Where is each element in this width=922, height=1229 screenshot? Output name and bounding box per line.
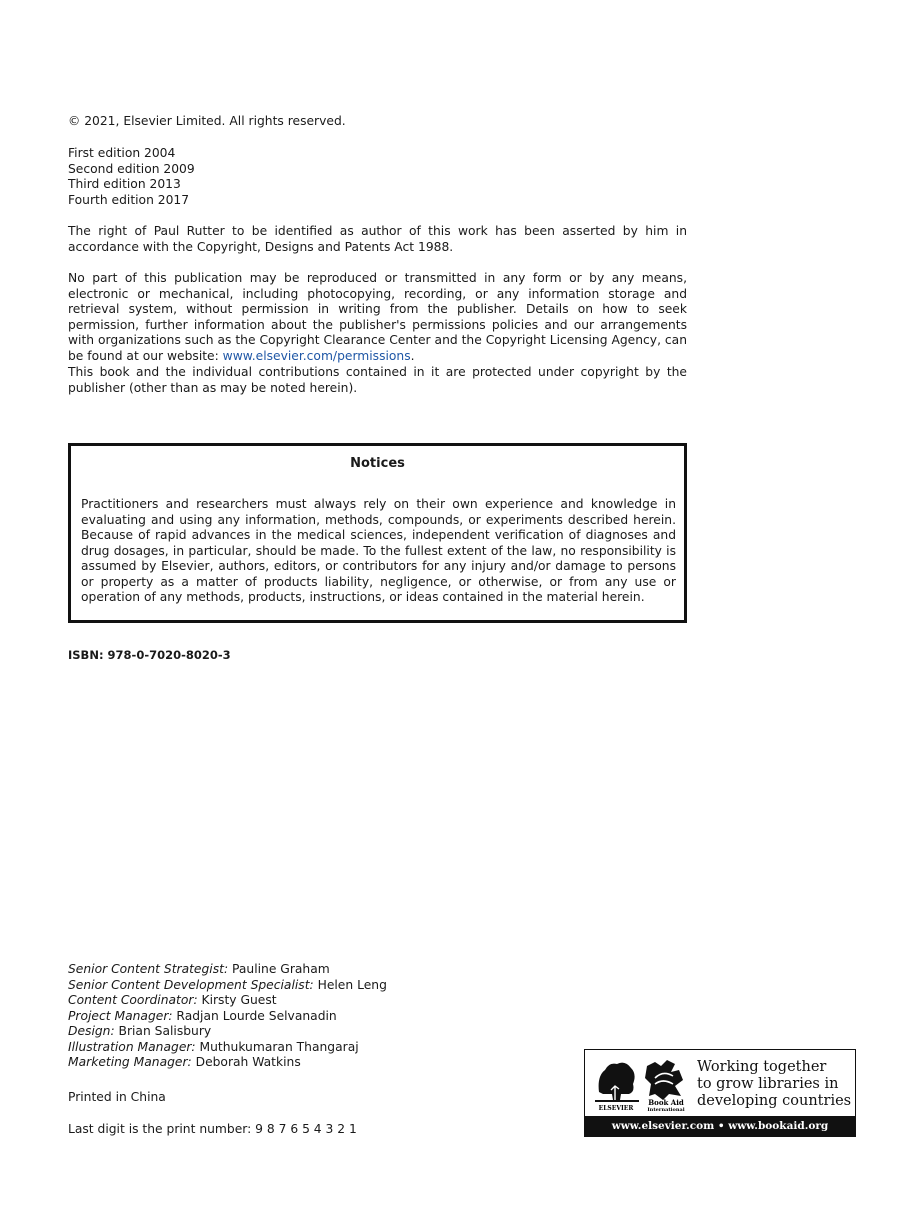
credit-role: Marketing Manager:	[68, 1055, 192, 1069]
permissions-link[interactable]: www.elsevier.com/permissions	[222, 348, 411, 363]
credit-name: Helen Leng	[313, 977, 387, 992]
credit-name: Deborah Watkins	[191, 1055, 301, 1069]
credit-name: Pauline Graham	[228, 962, 330, 976]
notices-title: Notices	[350, 456, 405, 471]
credit-name: Kirsty Guest	[197, 993, 277, 1007]
bookaid-label-2: International	[647, 1107, 685, 1112]
copyright-notice: © 2021, Elsevier Limited. All rights reserved.	[68, 114, 346, 128]
credit-role: Project Manager:	[68, 1008, 173, 1023]
permissions-end: .	[410, 348, 415, 363]
credit-line	[68, 1009, 687, 1025]
printed-in: Printed in China	[68, 1090, 166, 1104]
bookaid-label-1: Book Aid	[648, 1098, 684, 1107]
elsevier-label: ELSEVIER	[598, 1105, 634, 1112]
credit-line	[68, 978, 687, 994]
elsevier-bookaid-logos	[591, 1056, 691, 1112]
credit-line	[68, 993, 687, 1009]
edition-line: Fourth edition 2017	[68, 192, 190, 207]
edition-line: First edition 2004	[68, 146, 176, 160]
notices-body: Practitioners and researchers must always rely on their own experience and knowledge in evaluating and using any information, methods, compounds, or experiments described herein. Because of rapid advances in the medical sciences, independent verification of diagnoses and drug dosages, in particular, should be made. To the fullest extent of the law, no responsibility is assumed by Elsevier, authors, editors, or contributors for any injury and/or damage to persons or property as a matter of products liability, negligence, or otherwise, or from any use or operation of any methods, products, instructions, or ideas contained in the material herein.	[81, 497, 676, 604]
edition-line: Third edition 2013	[68, 177, 181, 191]
credit-name: Muthukumaran Thangaraj	[195, 1039, 359, 1054]
credit-line	[68, 1024, 687, 1040]
edition-history	[68, 146, 687, 208]
credit-role: Senior Content Strategist:	[68, 962, 229, 976]
isbn: ISBN: 978-0-7020-8020-3	[68, 648, 231, 662]
tagline-line: developing countries	[697, 1093, 852, 1109]
notices-box	[68, 443, 687, 623]
credit-line	[68, 962, 687, 978]
book-aid-urls: www.elsevier.com • www.bookaid.org	[585, 1116, 855, 1136]
credit-role: Senior Content Development Specialist:	[68, 977, 314, 992]
edition-line: Second edition 2009	[68, 161, 195, 176]
tagline-line: Working together	[697, 1059, 827, 1075]
permissions-text: No part of this publication may be reproduced or transmitted in any form or by any means, electronic or mechanical, including photocopying, recording, or any information storage and retrieval system, without permission in writing from the publisher. Details on how to seek permission, further information about the publisher's permissions policies and our arrangements with organizations such as the Copyright Clearance Center and the Copyright Licensing Agency, can be found at our website:	[68, 271, 687, 363]
credit-role: Illustration Manager:	[68, 1039, 196, 1054]
elsevier-tree-logo-icon	[593, 1058, 639, 1102]
print-number-line: Last digit is the print number: 9 8 7 6 5 4 3 2 1	[68, 1122, 357, 1136]
book-aid-banner	[584, 1049, 856, 1137]
book-aid-tagline	[697, 1059, 853, 1110]
author-rights-statement: The right of Paul Rutter to be identified as author of this work has been asserted by him in accordance with the Copyright, Designs and Patents Act 1988.	[68, 224, 687, 254]
copyright-protection-statement: This book and the individual contributions contained in it are protected under copyright by the publisher (other than as may be noted herein).	[68, 365, 687, 395]
tagline-line: to grow libraries in	[697, 1076, 839, 1092]
permissions-paragraph	[68, 271, 687, 364]
credit-name: Radjan Lourde Selvanadin	[172, 1008, 337, 1023]
credit-role: Design:	[68, 1024, 115, 1038]
book-aid-logo-icon	[645, 1060, 683, 1100]
credit-role: Content Coordinator:	[68, 993, 198, 1007]
credit-name: Brian Salisbury	[114, 1024, 212, 1038]
